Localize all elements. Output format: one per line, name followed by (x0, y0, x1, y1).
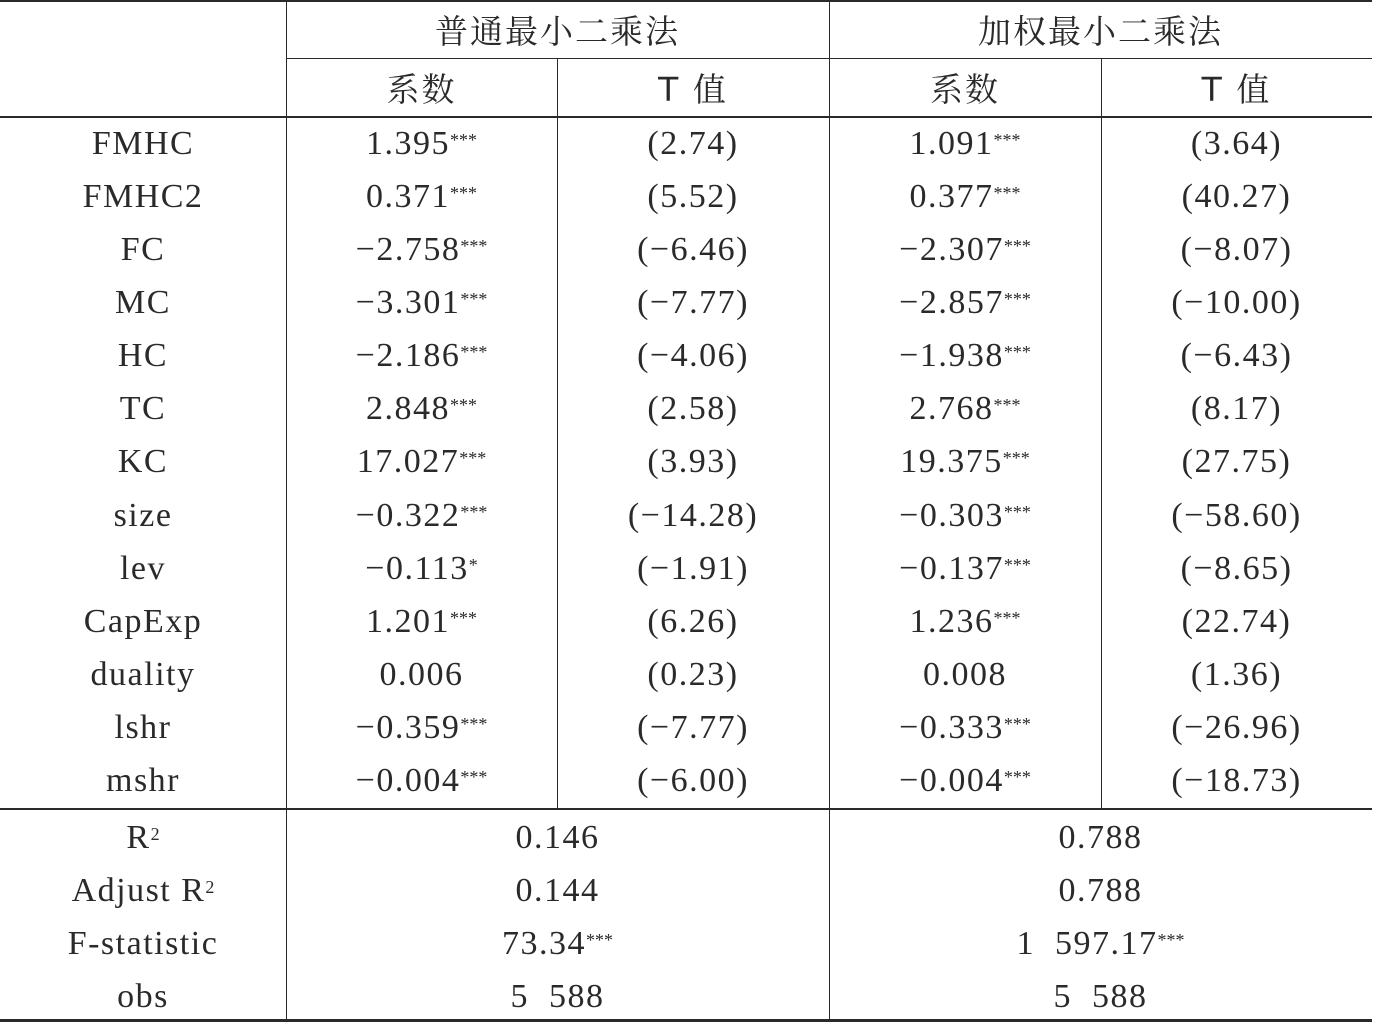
ols-coef: −2.186 *** (355, 337, 488, 375)
stat-wls: 1 597.17 *** (1016, 924, 1185, 962)
ols-coef-text: −2.186 (355, 337, 461, 375)
wls-coef-text: −0.333 (899, 709, 1004, 747)
ols-t-value-text: (−14.28) (627, 496, 759, 534)
wls-coef: −0.303 *** (899, 496, 1031, 534)
ols-t-value-text: (2.58) (647, 390, 739, 428)
wls-t-value-text: (−8.07) (1180, 230, 1293, 268)
wls-coef: 2.768 *** (909, 390, 1021, 428)
row-label (0, 649, 286, 702)
header-group-wls (829, 0, 1372, 58)
ols-t-value (557, 276, 829, 329)
stat-label (0, 917, 286, 970)
wls-t-value-text: (−10.00) (1171, 284, 1302, 321)
ols-t-value-text: (−7.77) (637, 284, 749, 321)
ols-coef: 17.027 *** (356, 443, 487, 481)
ols-coef: 0.371 *** (366, 177, 477, 215)
top-rule (0, 0, 1372, 2)
wls-coef-text: 2.768 (909, 390, 994, 428)
ols-coef-text: 0.371 (366, 177, 450, 215)
wls-t-value-text: (−18.73) (1171, 762, 1302, 800)
ols-coef-text: −2.758 (355, 230, 461, 268)
row-label-text: size (113, 496, 173, 534)
stat-label-text: obs (117, 978, 169, 1016)
bottom-rule (0, 1019, 1372, 1022)
row-label-text: FMHC (91, 124, 195, 162)
wls-t-value-text: (1.36) (1190, 656, 1283, 694)
row-label-text: KC (117, 443, 169, 481)
row-label-text: duality (90, 656, 196, 694)
ols-coef-text: 1.201 (366, 602, 450, 640)
subheader-coef-text: 系数 (930, 70, 1000, 109)
header-group-ols-text: 普通最小二乘法 (435, 11, 680, 51)
ols-coef-text: −0.322 (355, 496, 461, 534)
ols-coef-text: −0.004 (355, 762, 461, 800)
stat-label (0, 971, 286, 1024)
stat-ols-text: 5 588 (510, 978, 605, 1016)
ols-coef-text: −3.301 (355, 284, 461, 321)
row-label-text: TC (119, 390, 167, 428)
stat-wls (829, 971, 1372, 1024)
ols-t-value-text: (−6.46) (637, 230, 749, 268)
row-label (0, 755, 286, 808)
wls-coef-text: −2.857 (899, 284, 1004, 321)
stat-wls-text: 0.788 (1058, 818, 1143, 856)
ols-coef: −0.359 *** (355, 709, 488, 747)
stat-wls (829, 811, 1372, 864)
row-label-text: FMHC2 (82, 177, 204, 215)
ols-t-value (557, 436, 829, 489)
stat-wls-text: 0.788 (1058, 871, 1143, 909)
ols-coef: −0.322 *** (355, 496, 488, 534)
wls-coef: −2.307 *** (899, 230, 1031, 268)
wls-coef: 1.091 *** (909, 124, 1021, 162)
row-label-text: lshr (114, 709, 172, 747)
ols-t-value-text: (2.74) (647, 124, 739, 162)
ols-coef-text: 0.006 (379, 656, 464, 694)
ols-coef-text: 2.848 (366, 390, 450, 428)
wls-t-value (1101, 489, 1372, 542)
ols-t-value (557, 755, 829, 808)
wls-coef-text: 19.375 (900, 443, 1003, 481)
wls-coef (829, 649, 1101, 702)
wls-t-value-text: (−26.96) (1171, 709, 1302, 747)
subheader-coef (286, 58, 557, 117)
row-label (0, 330, 286, 383)
wls-coef: −2.857 *** (899, 284, 1031, 321)
wls-t-value (1101, 276, 1372, 329)
vsep-label (286, 0, 287, 1020)
header-group-wls-text: 加权最小二乘法 (978, 11, 1223, 51)
wls-t-value-text: (8.17) (1190, 390, 1283, 428)
wls-coef-text: 1.236 (909, 602, 994, 640)
wls-t-value (1101, 702, 1372, 755)
stat-ols: 73.34 *** (502, 924, 613, 962)
wls-t-value-text: (−58.60) (1171, 496, 1302, 534)
wls-t-value (1101, 595, 1372, 648)
subheader-t-value (1101, 58, 1372, 117)
wls-t-value-text: (27.75) (1181, 443, 1292, 481)
row-label (0, 276, 286, 329)
header-group-ols (286, 0, 829, 58)
ols-coef-text: 17.027 (356, 443, 460, 481)
row-label (0, 595, 286, 648)
stat-ols (286, 971, 829, 1024)
wls-coef: 1.236 *** (909, 602, 1021, 640)
ols-t-value-text: (5.52) (647, 177, 739, 215)
wls-coef-text: −0.303 (899, 496, 1004, 534)
header-rule (0, 116, 1372, 118)
row-label (0, 383, 286, 436)
subheader-t-value-text: T 值 (1201, 70, 1272, 109)
wls-t-value (1101, 755, 1372, 808)
row-label-text: FC (120, 230, 166, 268)
ols-t-value (557, 117, 829, 170)
vsep-ols (557, 58, 558, 808)
stat-wls (829, 864, 1372, 917)
wls-t-value (1101, 436, 1372, 489)
wls-coef: 0.377 *** (909, 177, 1021, 215)
ols-coef-text: −0.113 (365, 549, 469, 587)
ols-t-value (557, 542, 829, 595)
wls-coef: −1.938 *** (899, 337, 1031, 375)
ols-t-value (557, 170, 829, 223)
wls-coef-text: −0.137 (899, 549, 1004, 587)
row-label (0, 170, 286, 223)
wls-coef: 19.375 *** (900, 443, 1030, 481)
wls-t-value (1101, 117, 1372, 170)
wls-coef: −0.004 *** (899, 762, 1031, 800)
subheader-t-value (557, 58, 829, 117)
ols-t-value-text: (6.26) (647, 602, 739, 640)
ols-coef: −2.758 *** (355, 230, 488, 268)
stat-ols-text: 73.34 (502, 924, 586, 962)
ols-t-value-text: (−7.77) (637, 709, 749, 747)
stat-label-text: Adjust R (71, 871, 206, 909)
row-label-text: HC (117, 337, 169, 375)
row-label (0, 542, 286, 595)
row-label (0, 223, 286, 276)
stat-label-text: R (126, 818, 151, 856)
wls-t-value (1101, 223, 1372, 276)
wls-coef: −0.137 *** (899, 549, 1031, 587)
stat-label-text: F-statistic (67, 924, 219, 962)
vsep-wls (1101, 58, 1102, 808)
wls-t-value (1101, 383, 1372, 436)
wls-coef-text: 0.008 (923, 656, 1007, 694)
stat-wls-text: 5 588 (1053, 978, 1148, 1016)
stat-wls-text: 1 597.17 (1016, 924, 1158, 962)
ols-t-value-text: (−6.00) (637, 762, 749, 800)
ols-t-value-text: (−1.91) (637, 549, 749, 587)
wls-coef-text: 1.091 (909, 124, 994, 162)
wls-t-value (1101, 170, 1372, 223)
wls-coef-text: −1.938 (899, 337, 1004, 375)
wls-t-value-text: (22.74) (1181, 602, 1292, 640)
wls-coef: −0.333 *** (899, 709, 1031, 747)
ols-t-value-text: (0.23) (647, 656, 739, 694)
row-label (0, 489, 286, 542)
ols-coef: 1.201 *** (366, 602, 477, 640)
wls-t-value-text: (40.27) (1181, 177, 1292, 215)
subheader-t-value-text: T 值 (658, 70, 728, 109)
ols-t-value (557, 702, 829, 755)
ols-t-value (557, 649, 829, 702)
ols-t-value-text: (3.93) (647, 443, 739, 481)
ols-t-value (557, 489, 829, 542)
wls-t-value-text: (3.64) (1190, 124, 1283, 162)
stats-rule (0, 808, 1372, 810)
row-label-text: mshr (106, 762, 180, 800)
vsep-group (829, 0, 830, 1020)
stat-ols (286, 864, 829, 917)
wls-t-value (1101, 542, 1372, 595)
ols-coef: 2.848 *** (366, 390, 477, 428)
subheader-coef-text: 系数 (386, 70, 457, 109)
stat-ols-text: 0.146 (515, 818, 600, 856)
wls-coef-text: −0.004 (899, 762, 1004, 800)
ols-coef: 1.395 *** (366, 124, 477, 162)
ols-coef-text: −0.359 (355, 709, 461, 747)
row-label (0, 117, 286, 170)
ols-t-value (557, 330, 829, 383)
ols-t-value (557, 223, 829, 276)
ols-coef: −3.301 *** (355, 284, 488, 321)
ols-t-value-text: (−4.06) (637, 337, 749, 375)
ols-coef: −0.113 * (365, 549, 478, 587)
wls-coef-text: −2.307 (899, 230, 1004, 268)
subheader-coef (829, 58, 1101, 117)
row-label-text: lev (119, 549, 167, 587)
row-label-text: MC (115, 284, 171, 321)
ols-coef (286, 649, 557, 702)
ols-coef-text: 1.395 (366, 124, 450, 162)
wls-t-value (1101, 649, 1372, 702)
wls-t-value-text: (−6.43) (1180, 337, 1293, 375)
wls-t-value (1101, 330, 1372, 383)
stat-ols-text: 0.144 (515, 871, 600, 909)
wls-coef-text: 0.377 (909, 177, 994, 215)
ols-coef: −0.004 *** (355, 762, 488, 800)
wls-t-value-text: (−8.65) (1180, 549, 1293, 587)
row-label-text: CapExp (83, 602, 203, 640)
ols-t-value (557, 595, 829, 648)
row-label (0, 702, 286, 755)
ols-t-value (557, 383, 829, 436)
row-label (0, 436, 286, 489)
stat-label: Adjust R $^2$ (71, 871, 215, 909)
stat-ols (286, 811, 829, 864)
stat-label: R $^2$ (126, 818, 160, 856)
